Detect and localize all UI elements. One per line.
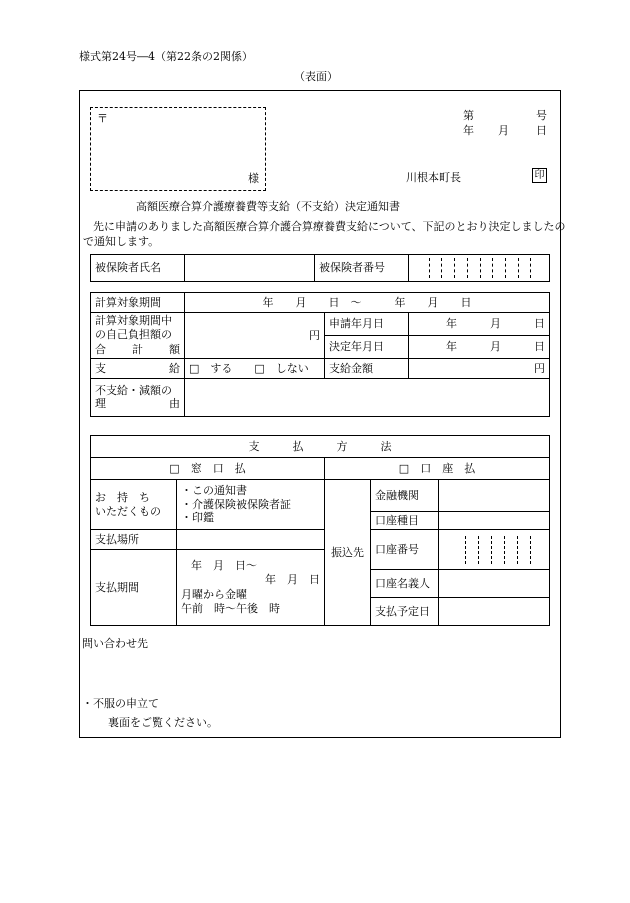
seal-mark: 印 <box>532 168 547 183</box>
address-box[interactable] <box>90 107 266 191</box>
contact-label: 問い合わせ先 <box>82 637 148 650</box>
payment-method-header: 支 払 方 法 <box>91 436 550 458</box>
amount-value[interactable]: 円 <box>409 358 550 378</box>
doc-dai: 第 <box>463 109 474 122</box>
insured-name-label: 被保険者氏名 <box>91 255 185 282</box>
account-number-label: 口座番号 <box>371 530 439 570</box>
side-label: （表面） <box>294 70 338 83</box>
account-type-label: 口座種目 <box>371 512 439 530</box>
calc-period-value[interactable]: 年 月 日 〜 年 月 日 <box>185 293 550 313</box>
bank-label: 金融機関 <box>371 480 439 512</box>
document-title: 高額医療合算介護療養費等支給（不支給）決定通知書 <box>136 200 400 213</box>
self-burden-value[interactable]: 円 <box>185 313 325 359</box>
intro-line-1: 先に申請のありました高額医療合算介護合算療養費支給について、下記のとおり決定しましたの <box>93 220 566 233</box>
doc-day: 日 <box>536 124 547 137</box>
bank-field[interactable] <box>439 480 550 512</box>
payment-table <box>90 435 550 626</box>
doc-go: 号 <box>536 109 547 122</box>
objection-label: ・不服の申立て <box>82 697 159 710</box>
see-back-note: 裏面をご覧ください。 <box>108 716 218 729</box>
decide-date-value[interactable]: 年 月 日 <box>409 335 550 358</box>
payment-options[interactable]: □ する □ しない <box>185 358 325 378</box>
account-type-field[interactable] <box>439 512 550 530</box>
bring-items: ・この通知書 ・介護保険被保険者証 ・印鑑 <box>177 480 325 530</box>
issuer-name: 川根本町長 <box>406 171 461 184</box>
place-label: 支払場所 <box>91 530 177 550</box>
insured-number-field[interactable] <box>409 255 550 282</box>
doc-year: 年 <box>463 124 474 137</box>
bring-label: お 持 ち いただくもの <box>91 480 177 530</box>
account-number-field[interactable] <box>439 530 550 570</box>
self-burden-label: 計算対象期間中 の自己負担額の 合 計 額 <box>91 313 185 359</box>
account-payment-option[interactable]: □ 口 座 払 <box>325 458 550 480</box>
form-id: 様式第24号―4（第22条の2関係） <box>79 50 253 63</box>
issuer-seal <box>532 168 547 183</box>
holder-field[interactable] <box>439 570 550 598</box>
period-label: 支払期間 <box>91 550 177 626</box>
window-payment-option[interactable]: □ 窓 口 払 <box>91 458 325 480</box>
reason-label: 不支給・減額の 理 由 <box>91 378 185 416</box>
apply-date-label: 申請年月日 <box>325 313 409 336</box>
scheduled-date-field[interactable] <box>439 598 550 626</box>
honorific: 様 <box>248 172 259 186</box>
decide-date-label: 決定年月日 <box>325 335 409 358</box>
reason-field[interactable] <box>185 378 550 416</box>
place-field[interactable] <box>177 530 325 550</box>
insured-name-field[interactable] <box>185 255 315 282</box>
calc-table <box>90 292 550 417</box>
scheduled-date-label: 支払予定日 <box>371 598 439 626</box>
holder-label: 口座名義人 <box>371 570 439 598</box>
transfer-label: 振込先 <box>325 480 371 626</box>
calc-period-label: 計算対象期間 <box>91 293 185 313</box>
postal-mark: 〒 <box>97 112 108 125</box>
amount-label: 支給金額 <box>325 358 409 378</box>
payment-label: 支 給 <box>91 358 185 378</box>
apply-date-value[interactable]: 年 月 日 <box>409 313 550 336</box>
intro-line-2: で通知します。 <box>83 235 160 248</box>
period-details: 年 月 日〜 年 月 日 月曜から金曜 午前 時〜午後 時 <box>177 550 325 626</box>
insured-number-label: 被保険者番号 <box>315 255 409 282</box>
insured-table <box>90 254 550 282</box>
doc-month: 月 <box>498 124 509 137</box>
